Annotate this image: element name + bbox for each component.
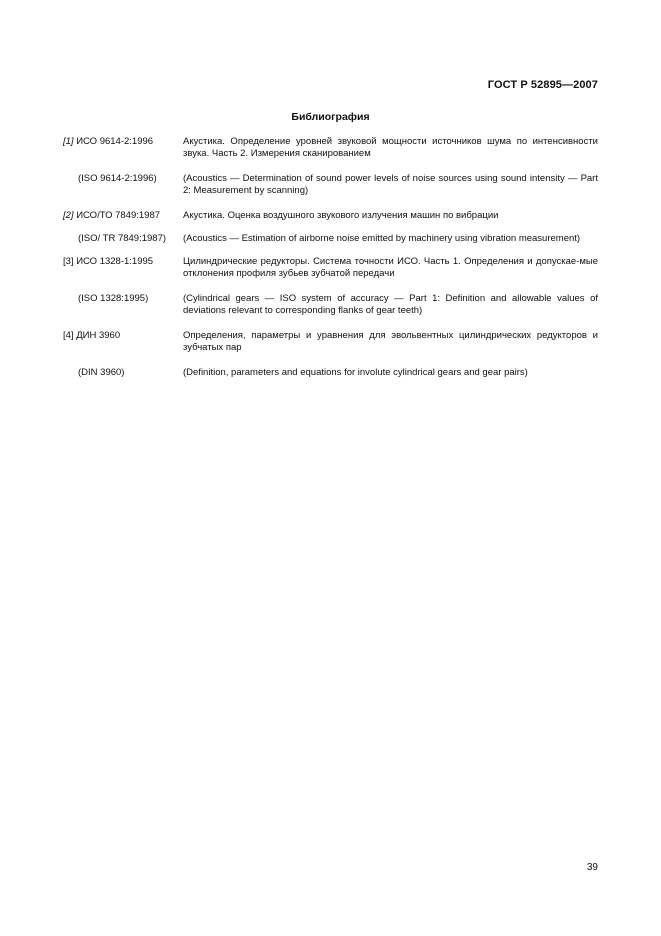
bib-description-translation: (Acoustics — Estimation of airborne noise emitted by machinery using vibration measurement) [183, 233, 581, 244]
bib-ref [63, 210, 183, 222]
bib-code-translation: (DIN 3960) [78, 367, 125, 378]
bib-code: ИСО 1328-1:1995 [76, 256, 154, 267]
bib-code-translation: (ISO 9614-2:1996) [78, 173, 157, 184]
bib-entry-1 [63, 136, 598, 160]
bib-entry-4-translation [63, 367, 598, 379]
bib-description-translation: (Acoustics — Determination of sound power levels of noise sources using sound intensity — Part 2: Measurement by scanning) [183, 173, 598, 196]
bib-entry-1-translation [63, 173, 598, 197]
bib-number: [2] [63, 210, 74, 221]
bib-entry-2 [63, 210, 598, 222]
bib-code: ИСО 9614-2:1996 [76, 136, 154, 147]
bib-entry-3-translation [63, 293, 598, 317]
bib-code: ИСО/ТО 7849:1987 [76, 210, 161, 221]
bib-code-translation: (ISO/ TR 7849:1987) [78, 233, 167, 244]
bibliography-title: Библиография [291, 111, 370, 123]
bibliography-list [63, 136, 598, 379]
bib-entry-2-translation [63, 233, 598, 245]
bib-number: [3] [63, 256, 74, 267]
bib-number: [4] [63, 330, 74, 341]
bib-description-translation: (Definition, parameters and equations for involute cylindrical gears and gear pairs) [183, 367, 528, 378]
bib-description-translation: (Cylindrical gears — ISO system of accuracy — Part 1: Definition and allowable values of deviations relevant to corresponding flanks of gear teeth) [183, 293, 598, 316]
bib-code-translation: (ISO 1328:1995) [78, 293, 149, 304]
bib-code: ДИН 3960 [76, 330, 121, 341]
bib-number: [1] [63, 136, 74, 147]
bib-description: Цилиндрические редукторы. Система точности ИСО. Часть 1. Определения и допускае-мые отклонения профиля зубьев зубчатой передачи [183, 256, 598, 279]
bib-description: Акустика. Определение уровней звуковой мощности источников шума по интенсивности звука. Часть 2. Измерения сканированием [183, 136, 598, 159]
bib-description: Акустика. Оценка воздушного звукового излучения машин по вибрации [183, 210, 499, 221]
page-number: 39 [586, 862, 598, 873]
bib-ref [63, 256, 183, 280]
bib-ref [63, 330, 183, 354]
bib-ref [63, 136, 183, 160]
standard-id-header: ГОСТ Р 52895—2007 [487, 79, 598, 91]
bib-entry-3 [63, 256, 598, 280]
bib-description: Определения, параметры и уравнения для эвольвентных цилиндрических редукторов и зубчатых пар [183, 330, 598, 353]
bib-entry-4 [63, 330, 598, 354]
